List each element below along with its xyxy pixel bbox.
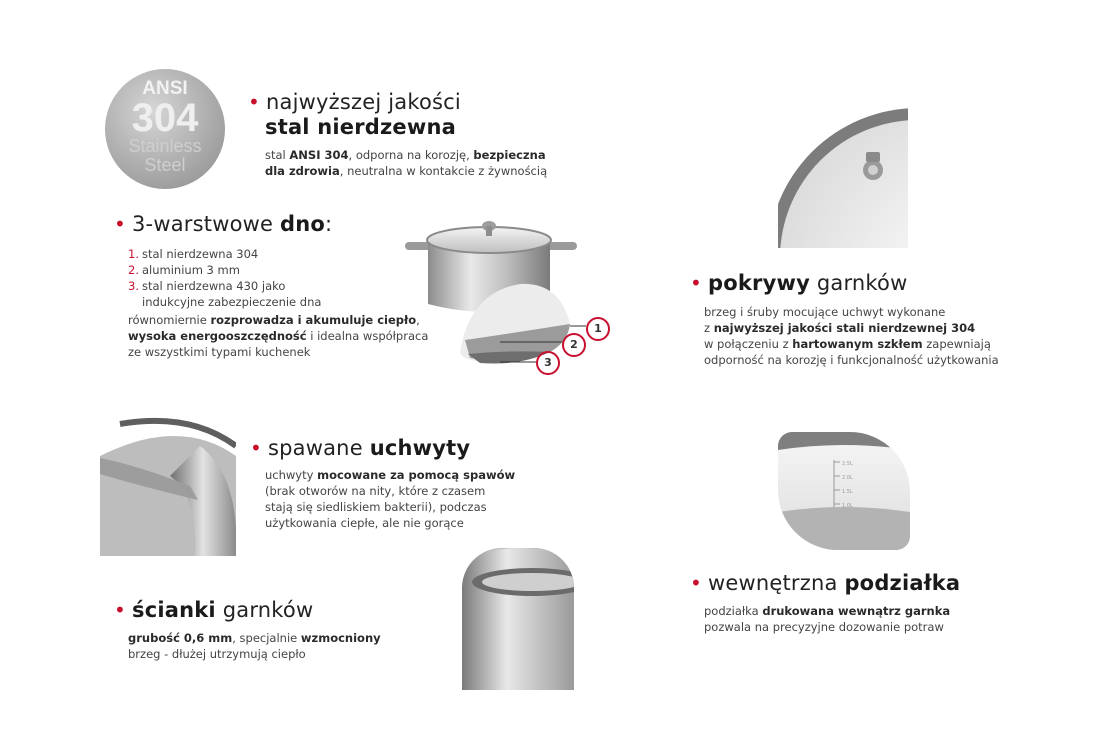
layer-item-cont: [128, 294, 321, 310]
callout-3: 3: [536, 351, 560, 375]
walls-desc-bold: grubość 0,6 mm: [128, 631, 233, 645]
layer-text: stal nierdzewna 430 jako: [142, 279, 286, 293]
scale-desc-bold: drukowana wewnątrz garnka: [762, 604, 951, 618]
steel-desc-text: , odporna na korozję,: [348, 148, 474, 162]
callout-2: 2: [562, 333, 586, 357]
lid-image: [778, 108, 908, 248]
badge-steel: Steel: [144, 155, 186, 175]
bottom-desc-text: i idealna współpraca: [306, 329, 429, 343]
lids-desc-text: brzeg i śruby mocujące uchwyt wykonane: [704, 305, 946, 319]
handles-description: [265, 467, 565, 531]
lids-description: [704, 304, 1044, 368]
bullet-dot: •: [690, 571, 702, 595]
handles-desc-text: stają się siedliskiem bakterii), podczas: [265, 500, 487, 514]
handles-heading: [250, 436, 470, 461]
walls-description: [128, 630, 428, 662]
bottom-heading-bold: dno: [280, 212, 326, 236]
steel-heading-line2: stal nierdzewna: [265, 115, 456, 139]
scale-ticks: [842, 457, 853, 513]
scale-tick: 2.0L: [842, 475, 853, 481]
handles-desc-text: (brak otworów na nity, które z czasem: [265, 484, 486, 498]
handles-desc-text: uchwyty: [265, 468, 318, 482]
steel-description: [265, 147, 595, 179]
steel-desc-text: stal: [265, 148, 290, 162]
scale-description: [704, 603, 1024, 635]
bottom-heading-text: 3-warstwowe: [132, 212, 280, 236]
layer-text: stal nierdzewna 304: [142, 247, 259, 261]
callout-1: 1: [586, 317, 610, 341]
ansi-304-badge: [104, 68, 226, 190]
bottom-desc-text: ,: [416, 313, 420, 327]
lids-desc-text: odporność na korozję i funkcjonalność użytkowania: [704, 353, 999, 367]
bullet-dot: •: [248, 90, 260, 114]
scale-desc-text: podziałka: [704, 604, 763, 618]
lids-desc-bold: najwyższej jakości stali nierdzewnej 304: [713, 321, 976, 335]
lids-heading-bold: pokrywy: [708, 271, 810, 295]
walls-heading-bold: ścianki: [132, 598, 216, 622]
scale-heading-bold: podziałka: [844, 571, 961, 595]
layer-item: [128, 246, 321, 262]
badge-304: 304: [131, 96, 199, 140]
walls-desc-bold: wzmocniony: [300, 631, 381, 645]
badge-ansi: ANSI: [142, 78, 188, 99]
bottom-desc-bold: rozprowadza i akumuluje ciepło: [210, 313, 417, 327]
walls-desc-text: , specjalnie: [232, 631, 301, 645]
bottom-heading-colon: :: [325, 212, 333, 236]
wall-illustration: [462, 548, 574, 690]
bullet-dot: •: [114, 212, 126, 236]
layer-item: [128, 262, 321, 278]
layer-number: 2.: [128, 263, 139, 277]
steel-heading-2: [265, 115, 456, 140]
lids-desc-text: z: [704, 321, 714, 335]
handles-desc-text: użytkowania ciepłe, ale nie gorące: [265, 516, 464, 530]
layer-number: 3.: [128, 279, 139, 293]
bottom-desc-text: ze wszystkimi typami kuchenek: [128, 345, 311, 359]
steel-heading: [248, 90, 461, 115]
lids-heading: [690, 271, 907, 296]
scale-tick: 1.5L: [842, 489, 853, 495]
lids-heading-text: garnków: [809, 271, 908, 295]
walls-heading: [114, 598, 313, 623]
bullet-dot: •: [690, 271, 702, 295]
scale-tick: 1.0L: [842, 503, 853, 509]
lid-illustration: [778, 108, 908, 248]
steel-desc-bold: dla zdrowia: [265, 164, 340, 178]
handles-desc-bold: mocowane za pomocą spawów: [317, 468, 516, 482]
scale-image: [778, 432, 910, 550]
bottom-heading: [114, 212, 332, 237]
layer-number: 1.: [128, 247, 139, 261]
steel-heading-line1: najwyższej jakości: [266, 90, 461, 114]
scale-heading-text: wewnętrzna: [708, 571, 845, 595]
steel-desc-bold: bezpieczna: [473, 148, 546, 162]
steel-desc-bold: ANSI 304: [289, 148, 349, 162]
bullet-dot: •: [114, 598, 126, 622]
handles-heading-bold: uchwyty: [369, 436, 471, 460]
handle-illustration: [100, 416, 236, 556]
scale-desc-text: pozwala na precyzyjne dozowanie potraw: [704, 620, 944, 634]
bullet-dot: •: [250, 436, 262, 460]
lids-desc-text: w połączeniu z: [704, 337, 793, 351]
walls-desc-text: brzeg - dłużej utrzymują ciepło: [128, 647, 306, 661]
layer-list: [128, 246, 321, 310]
layer-text: aluminium 3 mm: [142, 263, 240, 277]
scale-tick: 2.5L: [842, 461, 853, 467]
wall-image: [462, 548, 574, 690]
steel-desc-text: , neutralna w kontakcie z żywnością: [339, 164, 548, 178]
layer-item: [128, 278, 321, 294]
scale-heading: [690, 571, 960, 596]
walls-heading-text: garnków: [215, 598, 314, 622]
layer-text: indukcyjne zabezpieczenie dna: [142, 295, 322, 309]
handles-heading-text: spawane: [268, 436, 370, 460]
lids-desc-text: zapewniają: [922, 337, 991, 351]
bottom-desc-bold: wysoka energooszczędność: [128, 329, 307, 343]
badge-stainless: Stainless: [128, 136, 202, 156]
bottom-desc-text: równomiernie: [128, 313, 211, 327]
lids-desc-bold: hartowanym szkłem: [792, 337, 923, 351]
handle-image: [100, 416, 236, 556]
